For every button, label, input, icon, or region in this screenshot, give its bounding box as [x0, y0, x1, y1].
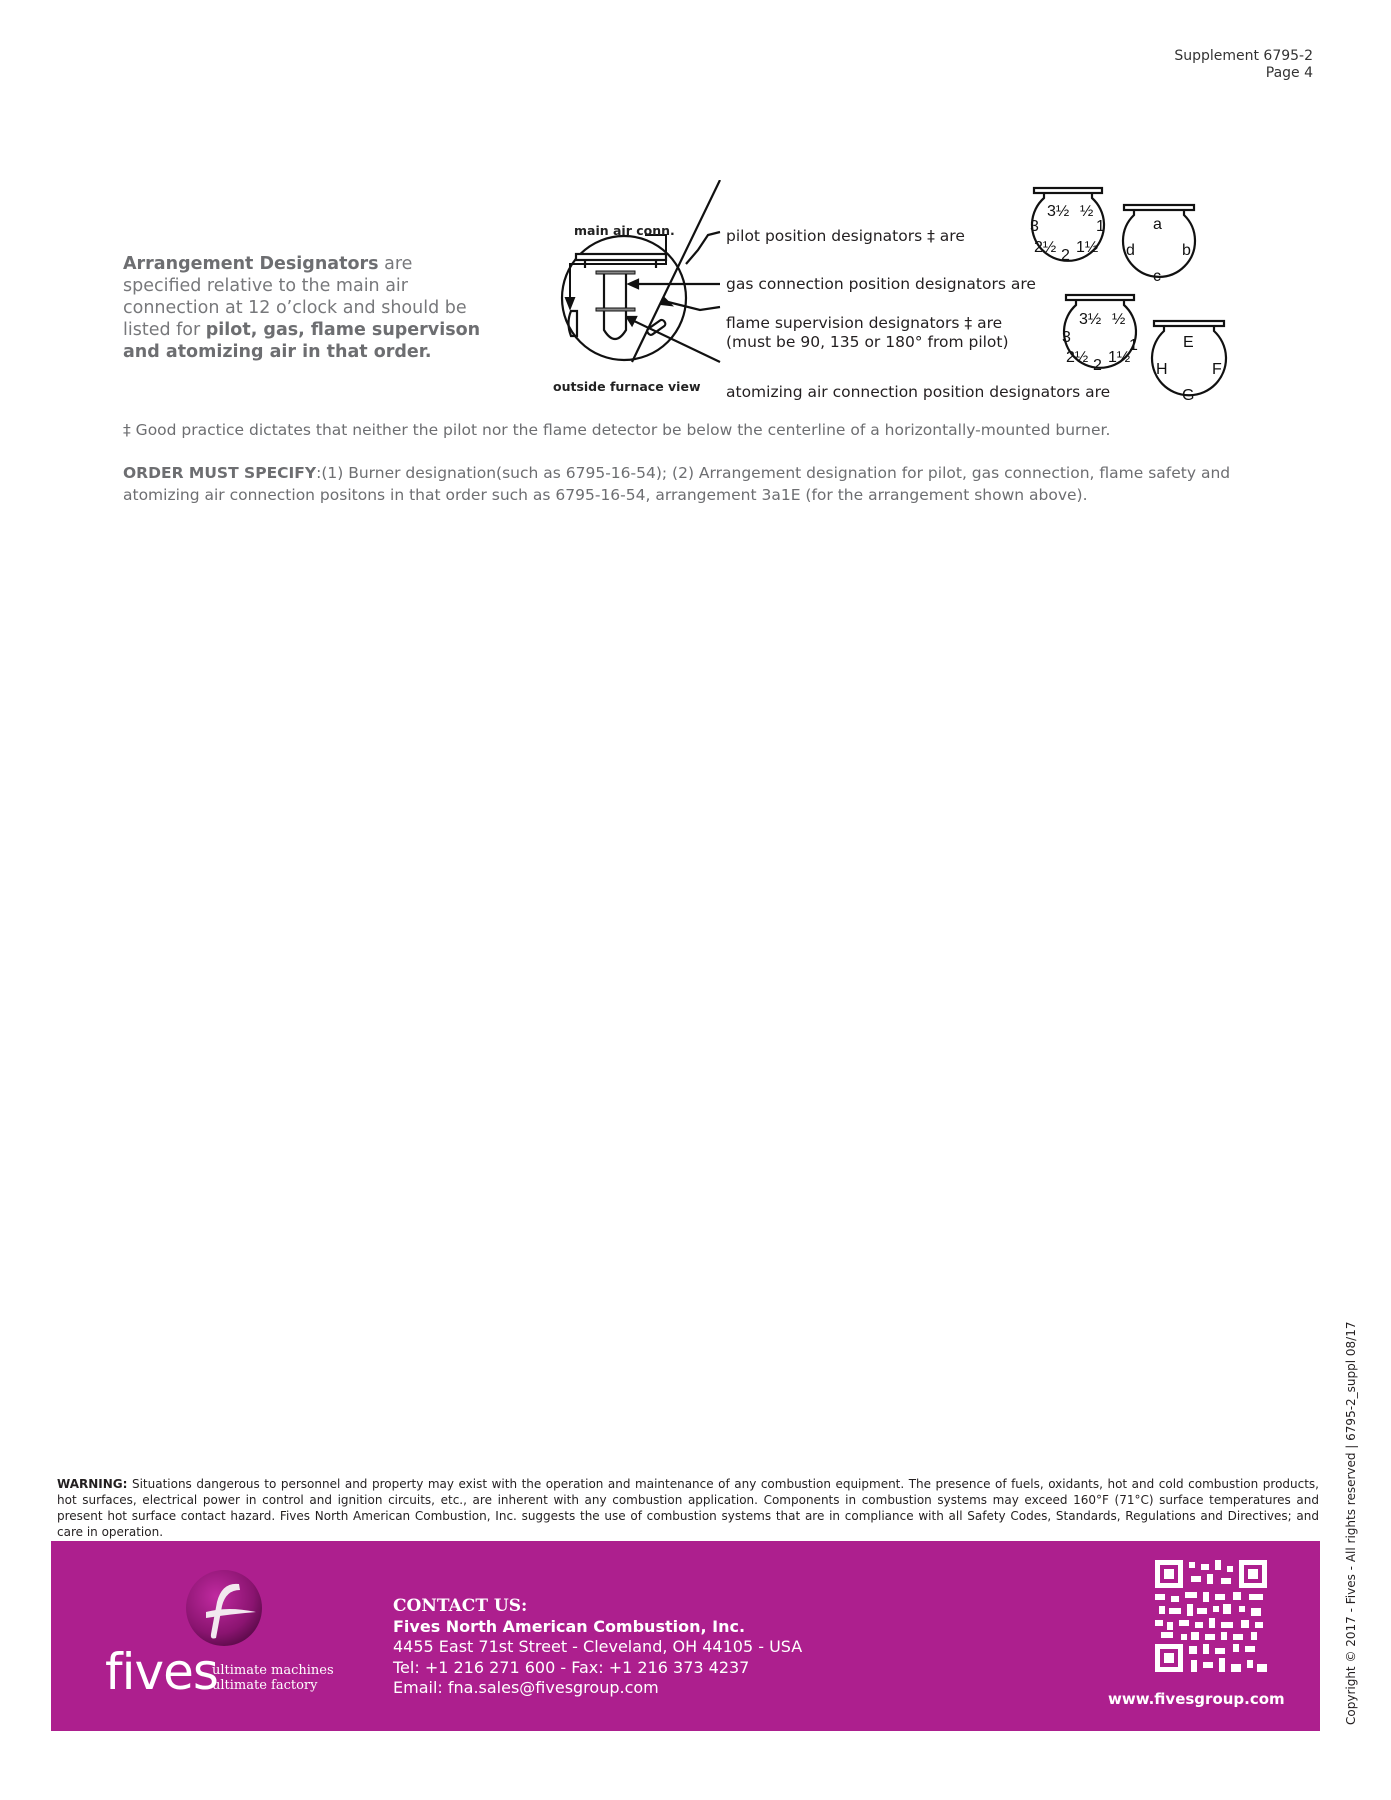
company-address: 4455 East 71st Street - Cleveland, OH 44105 - USA [393, 1637, 803, 1656]
company-name: Fives North American Combustion, Inc. [393, 1616, 746, 1636]
qr-code-icon[interactable] [1155, 1560, 1267, 1672]
warning-text: Situations dangerous to personnel and property may exist with the operation and maintenance of any combustion equipment. The presence of fuels, oxidants, hot and cold combustion products, hot surfaces, electrical power in control and ignition circuits, etc., are inherent with any combustion application. Components in combustion systems may exceed 160°F (71°C) surface temperatures and present hot surface contact hazard. Fives North American Combustion, Inc. suggests the use of combustion systems that are in compliance with all Safety Codes, Standards, Regulations and Directives; and care in operation. [57, 1477, 1319, 1539]
flame-pos-3-5: 3½ [1079, 311, 1102, 328]
gas-pos-c: c [1153, 268, 1161, 285]
pilot-pos-2-5: 2½ [1034, 239, 1057, 256]
warning-label: WARNING: [57, 1477, 128, 1491]
intro-bold-tail: pilot, gas, flame supervison and atomizing air in that order. [123, 320, 481, 362]
good-practice-note: ‡ Good practice dictates that neither the pilot nor the flame detector be below the centerline of a horizontally-mounted burner. [123, 421, 1111, 439]
atomizing-pos-H: H [1156, 361, 1168, 378]
flame-pos-2-5: 2½ [1066, 349, 1089, 366]
pilot-pos-2: 2 [1061, 247, 1070, 264]
flame-leader-line-icon [668, 302, 720, 310]
flame-pos-0-5: ½ [1112, 311, 1126, 328]
contact-block [393, 1596, 802, 1699]
burner-outline-icon [562, 236, 686, 360]
company-phone: Tel: +1 216 271 600 - Fax: +1 216 373 4237 [393, 1657, 750, 1677]
page-number: Page 4 [1265, 65, 1313, 81]
order-text: :(1) Burner designation(such as 6795-16-54); (2) Arrangement designation for pilot, gas connection, flame safety and atomizing air connection positons in that order such as 6795-16-54, arrangement 3a1E (for the arrangement shown above). [123, 464, 1231, 504]
copyright-notice: Copyright © 2017 - Fives - All rights reserved | 6795-2_suppl 08/17 [1344, 1321, 1358, 1725]
atomizing-pos-G: G [1182, 387, 1195, 404]
atomizing-pos-F: F [1212, 361, 1222, 378]
pilot-pos-1: 1 [1096, 218, 1105, 235]
view-label: outside furnace view [553, 379, 701, 394]
brand-tagline [212, 1663, 334, 1693]
pilot-leader-line-icon [686, 232, 720, 264]
contact-title: CONTACT US: [393, 1596, 528, 1616]
flame-pos-1-5: 1½ [1108, 349, 1131, 366]
main-air-label: main air conn. [574, 223, 675, 238]
tagline-line-2: ultimate factory [212, 1678, 318, 1693]
pilot-pos-3: 3 [1030, 218, 1039, 235]
atomizing-pos-E: E [1183, 334, 1194, 351]
atomizing-leader-line-icon [632, 180, 720, 362]
brand-wordmark: fives [105, 1643, 218, 1701]
page-header [1174, 48, 1313, 82]
order-label: ORDER MUST SPECIFY [123, 464, 317, 482]
tagline-line-1: ultimate machines [212, 1663, 334, 1678]
flame-pos-1: 1 [1129, 337, 1138, 354]
pilot-pos-0-5: ½ [1080, 203, 1094, 220]
order-specification [123, 462, 1263, 506]
intro-text: are specified relative to the main air connection at 12 o’clock and should be listed for [123, 254, 467, 340]
flame-callout: flame supervision designators ‡ are [726, 314, 1003, 332]
gas-pos-b: b [1182, 242, 1191, 259]
pilot-pos-1-5: 1½ [1076, 239, 1099, 256]
gas-callout: gas connection position designators are [726, 275, 1036, 293]
gas-pos-d: d [1126, 242, 1135, 259]
pilot-callout: pilot position designators ‡ are [726, 227, 965, 245]
supplement-number: Supplement 6795-2 [1174, 48, 1313, 64]
flame-callout-note: (must be 90, 135 or 180° from pilot) [726, 333, 1009, 351]
fives-logo-icon [184, 1568, 264, 1648]
gas-pos-a: a [1153, 216, 1162, 233]
website-link[interactable]: www.fivesgroup.com [1108, 1690, 1285, 1708]
pilot-pos-3-5: 3½ [1047, 203, 1070, 220]
flame-pos-3: 3 [1062, 329, 1071, 346]
atomizing-positions-diagram [1152, 321, 1226, 395]
intro-bold-lead: Arrangement Designators [123, 254, 379, 274]
warning-notice [57, 1476, 1319, 1540]
atomizing-callout: atomizing air connection position designators are [726, 383, 1111, 401]
arrangement-intro [123, 253, 493, 363]
company-email[interactable]: Email: fna.sales@fivesgroup.com [393, 1678, 659, 1697]
flame-pos-2: 2 [1093, 357, 1102, 374]
